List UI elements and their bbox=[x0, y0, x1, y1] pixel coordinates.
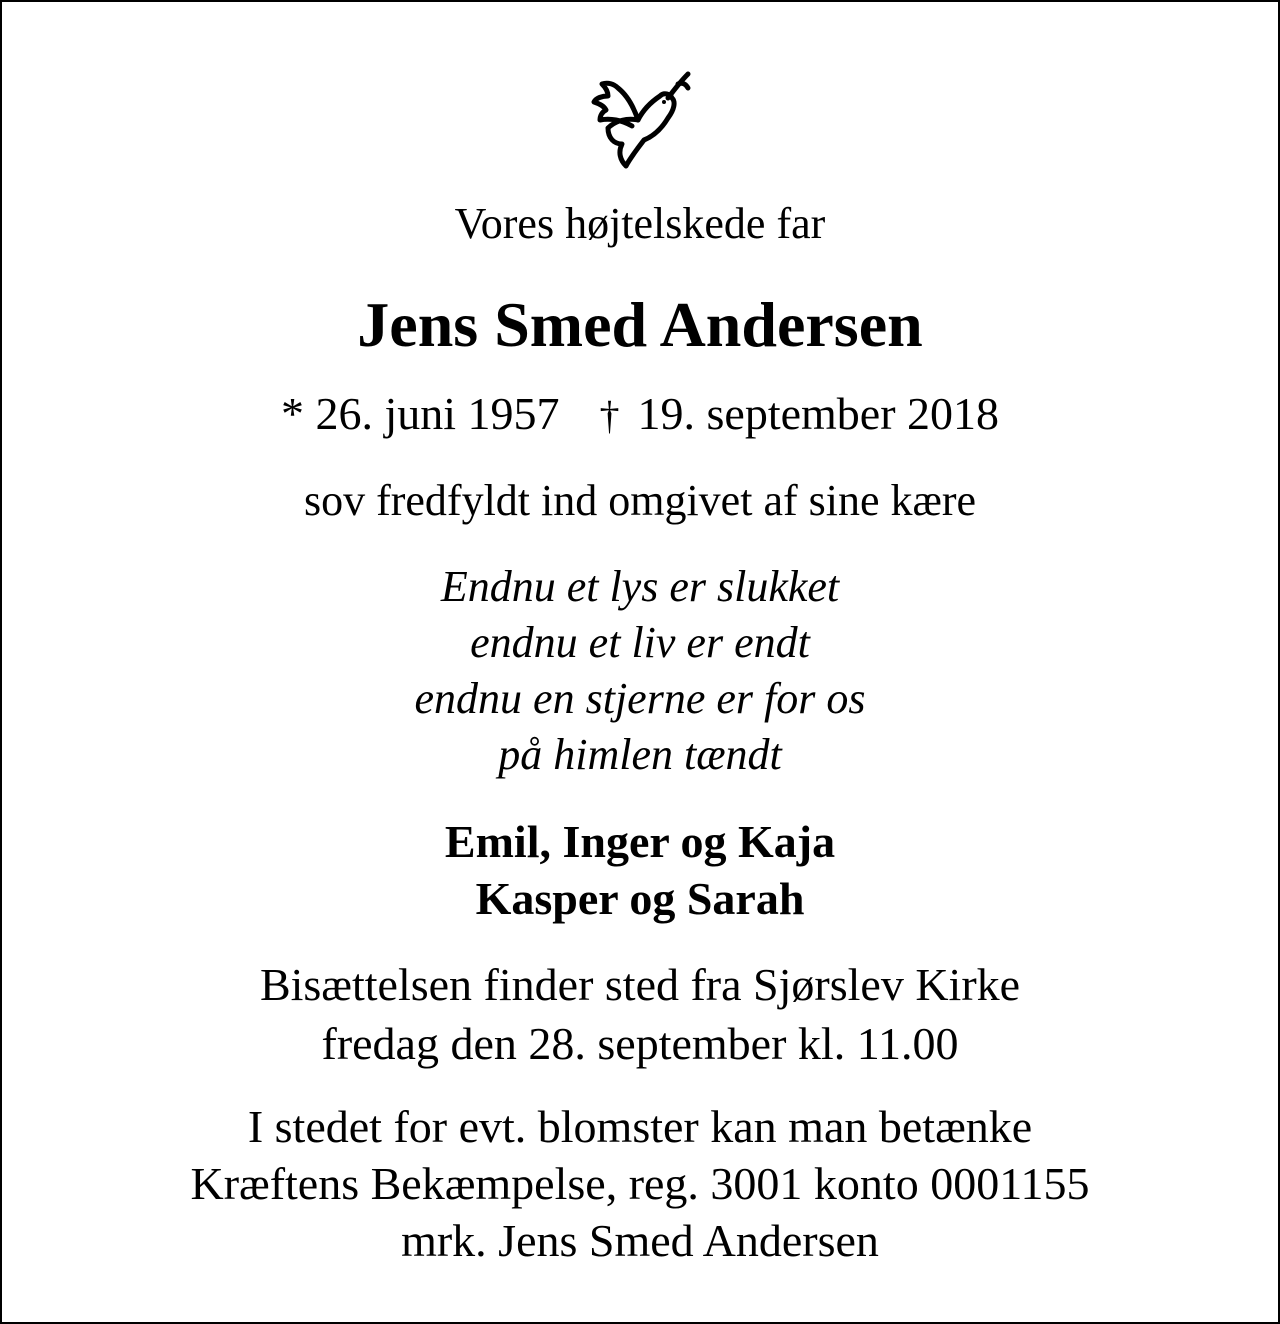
donation-line: Kræftens Bekæmpelse, reg. 3001 konto 0001155 bbox=[190, 1158, 1090, 1209]
dove-icon bbox=[588, 62, 694, 170]
donation-line: I stedet for evt. blomster kan man betænke bbox=[247, 1101, 1033, 1152]
family-line: Emil, Inger og Kaja bbox=[444, 816, 836, 867]
death-symbol: † bbox=[599, 393, 620, 438]
life-dates bbox=[0, 387, 1280, 440]
poem-line: endnu et liv er endt bbox=[470, 618, 810, 667]
intro-text: Vores højtelskede far bbox=[454, 199, 826, 248]
poem-line: på himlen tændt bbox=[498, 730, 782, 779]
donation-line: mrk. Jens Smed Andersen bbox=[401, 1215, 879, 1266]
deceased-name: Jens Smed Andersen bbox=[357, 289, 923, 360]
passing-text: sov fredfyldt ind omgivet af sine kære bbox=[303, 476, 977, 525]
funeral-info-line: Bisættelsen finder sted fra Sjørslev Kirke bbox=[259, 959, 1021, 1010]
poem-line: Endnu et lys er slukket bbox=[440, 562, 840, 611]
poem-line: endnu en stjerne er for os bbox=[414, 674, 866, 723]
family-line: Kasper og Sarah bbox=[475, 873, 805, 924]
death-date: 19. september 2018 bbox=[637, 388, 1000, 439]
birth-symbol: * bbox=[280, 388, 304, 439]
birth-date: 26. juni 1957 bbox=[315, 388, 560, 439]
funeral-info-line: fredag den 28. september kl. 11.00 bbox=[321, 1018, 959, 1069]
